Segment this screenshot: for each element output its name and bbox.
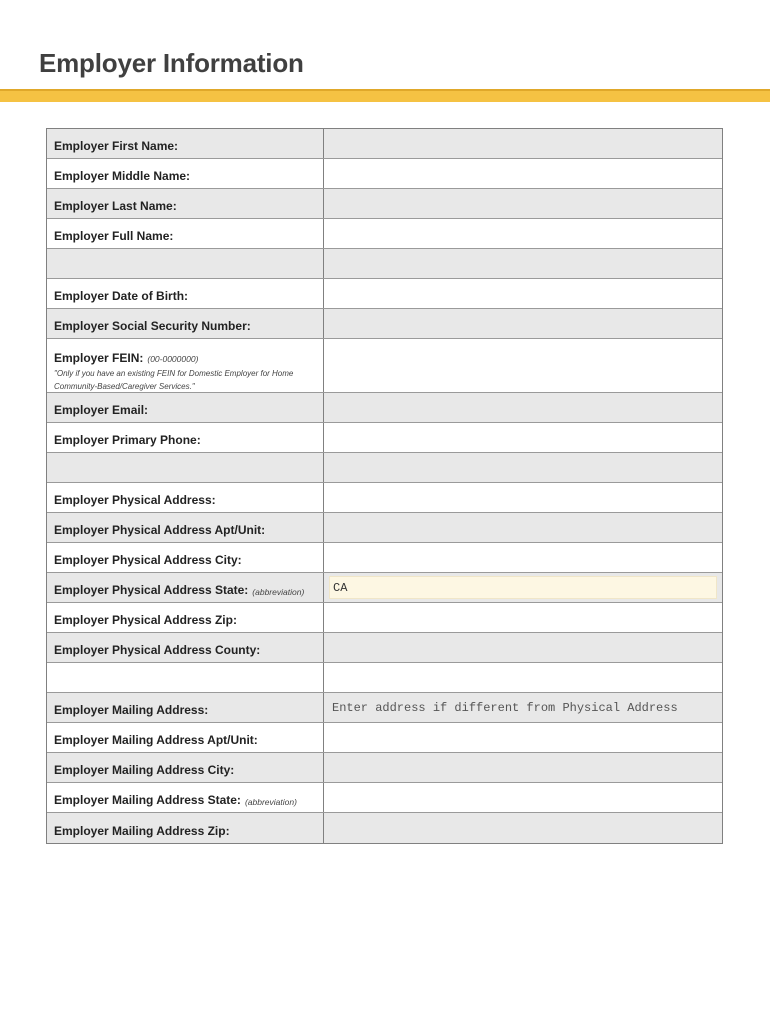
mailing-state-input[interactable] [329,786,717,809]
form-row-physical-state [47,573,722,603]
primary-phone-input[interactable] [329,426,717,449]
field-label: Employer Mailing Address Apt/Unit: [47,723,324,752]
first-name-input[interactable] [329,132,717,155]
field-label [47,453,324,482]
mailing-apt-input[interactable] [329,726,717,749]
field-label: Employer Physical Address: [47,483,324,512]
spacer-input[interactable] [329,456,717,479]
field-label: Employer Date of Birth: [47,279,324,308]
field-label: Employer Physical Address City: [47,543,324,572]
form-row-spacer [47,663,722,693]
email-input[interactable] [329,396,717,419]
field-label: Employer Mailing Address State: [54,793,241,807]
last-name-input[interactable] [329,192,717,215]
fein-note: "Only if you have an existing FEIN for Domestic Employer for Home Community-Based/Caregiver Services." [54,369,294,391]
form-row-physical-city [47,543,722,573]
mailing-address-input[interactable] [329,696,717,719]
form-row-middle-name [47,159,722,189]
field-label: Employer Email: [47,393,324,422]
form-row-ssn [47,309,722,339]
title-divider [0,89,770,102]
field-label: Employer Middle Name: [47,159,324,188]
form-row-fein [47,339,722,393]
form-row-spacer [47,453,722,483]
employer-form-table [46,128,723,844]
physical-county-input[interactable] [329,636,717,659]
spacer-input[interactable] [329,252,717,275]
field-label: Employer Physical Address County: [47,633,324,662]
fein-format-hint: (00-0000000) [147,354,199,364]
physical-state-input[interactable] [329,576,717,599]
field-label: Employer FEIN: [54,351,144,365]
form-row-physical-zip [47,603,722,633]
physical-city-input[interactable] [329,546,717,569]
field-label: Employer Mailing Address: [47,693,324,722]
abbreviation-hint: (abbreviation) [252,587,305,597]
physical-zip-input[interactable] [329,606,717,629]
fein-input[interactable] [329,342,717,389]
field-label: Employer Social Security Number: [47,309,324,338]
field-label: Employer Physical Address Apt/Unit: [47,513,324,542]
ssn-input[interactable] [329,312,717,335]
form-row-mailing-apt [47,723,722,753]
form-row-mailing-city [47,753,722,783]
page-title: Employer Information [39,48,304,78]
mailing-zip-input[interactable] [329,816,717,840]
form-row-full-name [47,219,722,249]
form-row-email [47,393,722,423]
field-label: Employer Last Name: [47,189,324,218]
form-row-spacer [47,249,722,279]
physical-apt-input[interactable] [329,516,717,539]
form-row-primary-phone [47,423,722,453]
spacer-input[interactable] [329,666,717,689]
form-row-mailing-state [47,783,722,813]
fein-label-cell [47,339,324,392]
field-label: Employer Physical Address Zip: [47,603,324,632]
form-row-mailing-address [47,693,722,723]
field-label [47,663,324,692]
form-row-first-name [47,129,722,159]
field-label [47,249,324,278]
abbreviation-hint: (abbreviation) [244,797,297,807]
field-label: Employer Mailing Address Zip: [47,813,324,843]
date-of-birth-input[interactable] [329,282,717,305]
form-row-date-of-birth [47,279,722,309]
physical-address-input[interactable] [329,486,717,509]
field-label: Employer Mailing Address City: [47,753,324,782]
field-label: Employer Full Name: [47,219,324,248]
field-label: Employer First Name: [47,129,324,158]
middle-name-input[interactable] [329,162,717,185]
mailing-city-input[interactable] [329,756,717,779]
full-name-input[interactable] [329,222,717,245]
form-row-physical-apt [47,513,722,543]
field-label: Employer Physical Address State: [54,583,249,597]
form-row-last-name [47,189,722,219]
form-row-mailing-zip [47,813,722,843]
field-label: Employer Primary Phone: [47,423,324,452]
form-row-physical-address [47,483,722,513]
form-row-physical-county [47,633,722,663]
